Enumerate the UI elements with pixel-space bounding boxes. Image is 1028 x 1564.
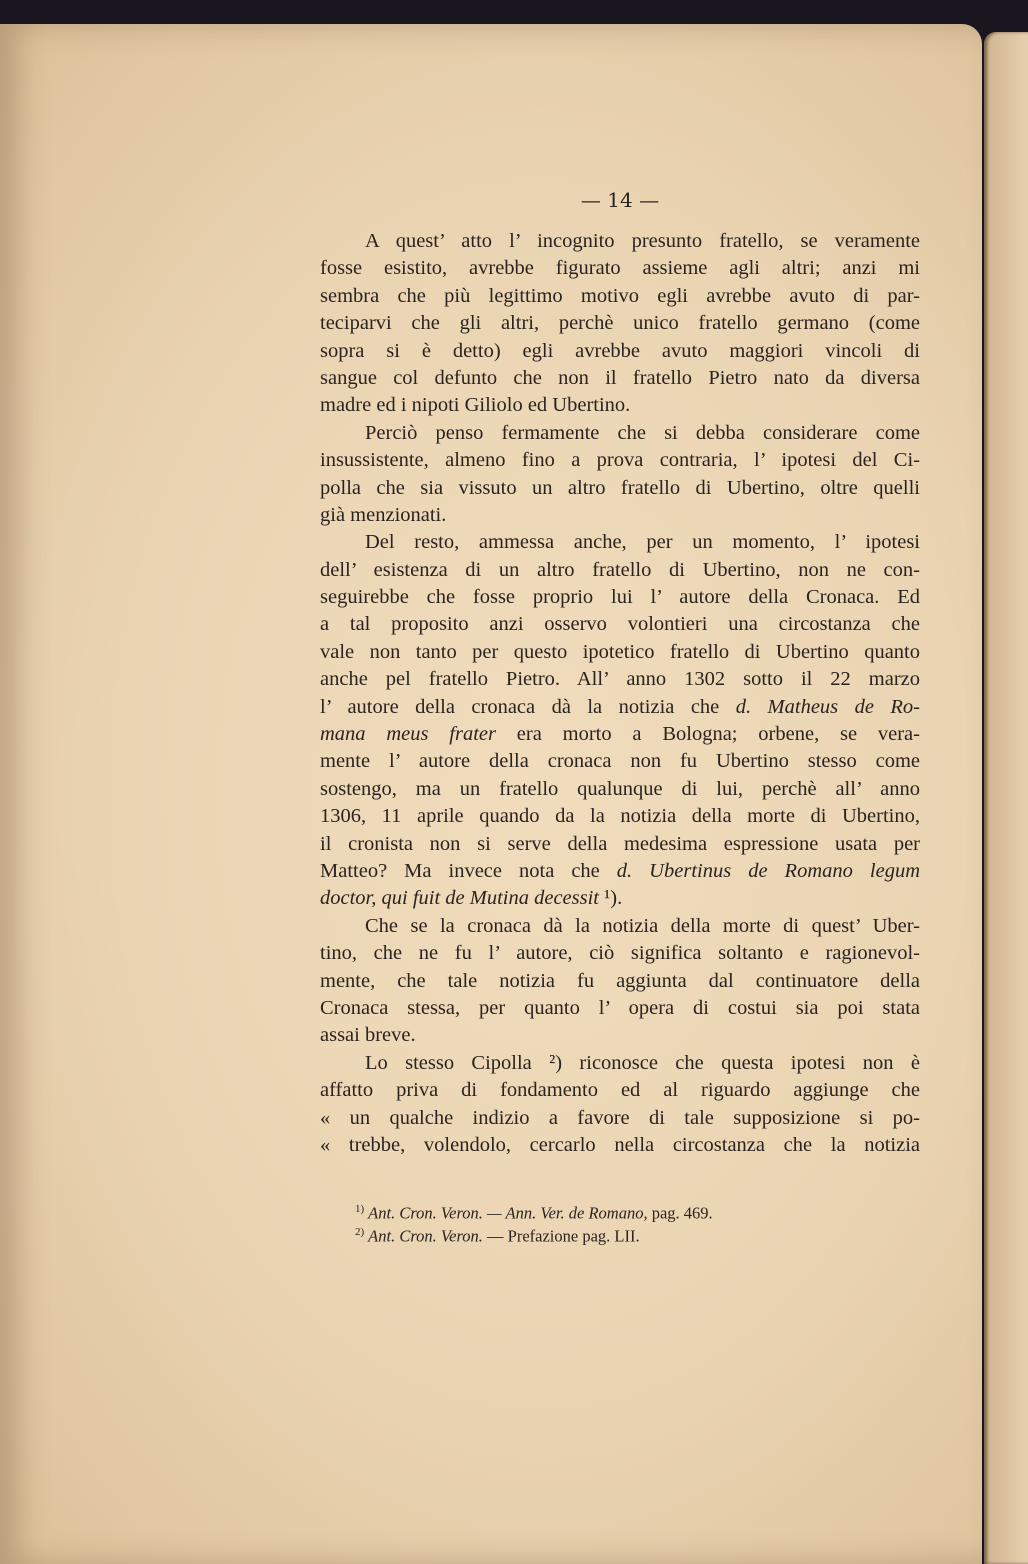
adjacent-page-edge [984, 32, 1028, 1564]
text-line [320, 721, 920, 748]
text-line [320, 940, 920, 967]
paragraph [320, 529, 920, 912]
text-segment: l’ autore della cronaca dà la notizia che [320, 695, 736, 718]
text-line [320, 858, 920, 885]
text-segment: pag. 469. [647, 1203, 713, 1223]
text-line [320, 584, 920, 611]
text-segment: sostengo, ma un fratello qualunque di lui, perchè all’ anno [320, 777, 920, 800]
text-line [320, 310, 920, 337]
text-line [320, 365, 920, 392]
text-line [320, 1050, 920, 1077]
text-segment: sembra che più legittimo motivo egli avrebbe avuto di par- [320, 284, 920, 307]
footnote-marker: 1) [355, 1203, 365, 1215]
text-line [320, 283, 920, 310]
text-line [320, 968, 920, 995]
text-segment: « un qualche indizio a favore di tale supposizione si po- [320, 1106, 920, 1129]
text-segment: — Prefazione pag. LII. [482, 1226, 640, 1246]
text-segment: vale non tanto per questo ipotetico fratello di Ubertino quanto [320, 640, 920, 663]
text-line [320, 1105, 920, 1132]
text-segment: sangue col defunto che non il fratello Pietro nato da diversa [320, 366, 920, 389]
paragraph [320, 420, 920, 530]
text-line [320, 255, 920, 282]
footnotes [355, 1198, 915, 1244]
italic-text: doctor, qui fuit de Mutina decessit [320, 887, 599, 910]
text-segment: anche pel fratello Pietro. All’ anno 1302 sotto il 22 marzo [320, 668, 920, 691]
page-number: — 14 — [580, 188, 660, 212]
text-segment: dell’ esistenza di un altro fratello di Ubertino, non ne con- [320, 558, 920, 581]
text-segment: seguirebbe che fosse proprio lui l’ autore della Cronaca. Ed [320, 586, 920, 609]
text-segment: mente l’ autore della cronaca non fu Ubertino stesso come [320, 750, 920, 773]
text-line [320, 529, 920, 556]
text-line [320, 639, 920, 666]
text-segment: affatto priva di fondamento ed al riguardo aggiunge che [320, 1079, 920, 1102]
text-segment: mente, che tale notizia fu aggiunta dal continuatore della [320, 969, 920, 992]
footnote [355, 1198, 915, 1221]
text-segment: fosse esistito, avrebbe figurato assieme agli altri; anzi mi [320, 257, 920, 280]
text-line [320, 831, 920, 858]
text-line [320, 228, 920, 255]
text-segment: Cronaca stessa, per quanto l’ opera di costui sia poi stata [320, 996, 920, 1019]
text-segment: Del resto, ammessa anche, per un momento, l’ ipotesi [365, 531, 920, 554]
text-segment: A quest’ atto l’ incognito presunto fratello, se veramente [365, 230, 920, 252]
body-text [320, 228, 920, 1159]
text-line [320, 420, 920, 447]
text-line [320, 557, 920, 584]
paragraph [320, 913, 920, 1050]
text-segment: era morto a Bologna; orbene, se vera- [496, 723, 920, 746]
text-line [320, 1022, 920, 1049]
text-segment: Matteo? Ma invece nota che [320, 859, 617, 882]
text-segment: a tal proposito anzi osservo volontieri una circostanza che [320, 613, 920, 636]
text-line [320, 913, 920, 940]
text-segment: insussistente, almeno fino a prova contraria, l’ ipotesi del Ci- [320, 449, 920, 472]
text-line [320, 1077, 920, 1104]
text-segment: già menzionati. [320, 503, 447, 526]
footnote [355, 1221, 915, 1244]
text-line [320, 885, 920, 912]
paragraph [320, 1050, 920, 1160]
italic-text: Ant. Cron. Veron. [368, 1226, 483, 1246]
text-line [320, 995, 920, 1022]
text-line [320, 694, 920, 721]
italic-text: d. Matheus de Ro- [735, 695, 920, 718]
text-segment: Lo stesso Cipolla ²) riconosce che questa ipotesi non è [365, 1051, 920, 1074]
italic-text: mana meus frater [320, 723, 496, 746]
text-line [320, 502, 920, 529]
text-segment: 1306, 11 aprile quando da la notizia della morte di Ubertino, [320, 805, 920, 828]
text-segment: assai breve. [320, 1024, 416, 1047]
text-segment: Che se la cronaca dà la notizia della morte di quest’ Uber- [365, 914, 920, 937]
text-segment: « trebbe, volendolo, cercarlo nella circostanza che la notizia [320, 1133, 920, 1156]
text-line [320, 803, 920, 830]
text-segment: polla che sia vissuto un altro fratello di Ubertino, oltre quelli [320, 476, 920, 499]
text-segment: teciparvi che gli altri, perchè unico fratello germano (come [320, 312, 920, 335]
text-segment: Perciò penso fermamente che si debba considerare come [365, 421, 920, 444]
text-segment: il cronista non si serve della medesima espressione usata per [320, 832, 920, 855]
footnote-marker: 2) [355, 1226, 365, 1238]
text-line [320, 475, 920, 502]
text-line [320, 1132, 920, 1159]
text-line [320, 666, 920, 693]
text-segment: ¹). [599, 887, 623, 910]
italic-text: Ant. Cron. Veron. — Ann. Ver. de Romano, [368, 1203, 648, 1223]
text-segment: tino, che ne fu l’ autore, ciò significa soltanto e ragionevol- [320, 942, 920, 965]
text-line [320, 776, 920, 803]
text-line [320, 748, 920, 775]
text-segment: madre ed i nipoti Giliolo ed Ubertino. [320, 394, 631, 417]
text-line [320, 447, 920, 474]
italic-text: d. Ubertinus de Romano legum [616, 859, 920, 882]
paragraph [320, 228, 920, 420]
text-line [320, 338, 920, 365]
text-line [320, 392, 920, 419]
text-segment: sopra si è detto) egli avrebbe avuto maggiori vincoli di [320, 339, 920, 362]
text-line [320, 611, 920, 638]
